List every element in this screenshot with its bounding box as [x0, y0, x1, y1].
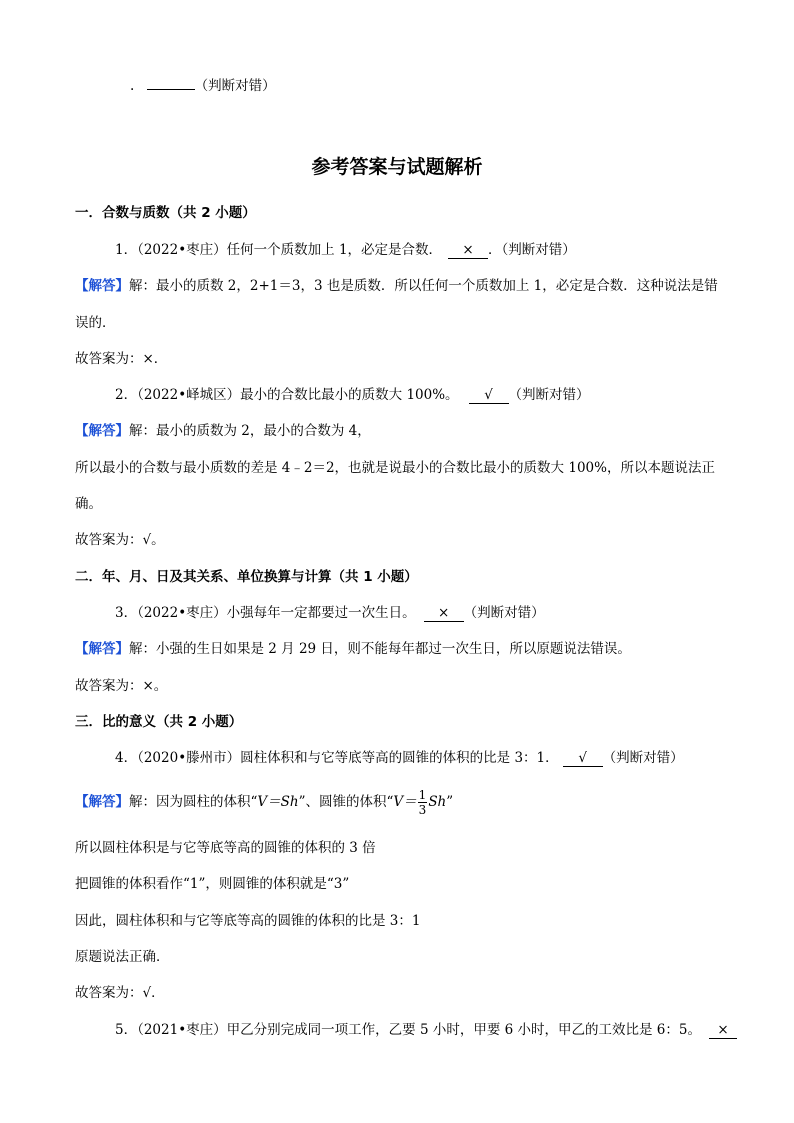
answer-tag: 【解答】 — [75, 641, 129, 657]
judge-hint: （判断对错） — [602, 750, 684, 766]
question-1 — [115, 240, 576, 260]
answer-tag: 【解答】 — [75, 794, 129, 810]
solution-line: 所以圆柱体积是与它等底等高的圆锥的体积的 3 倍 — [75, 840, 376, 856]
judge-hint: ．（判断对错） — [488, 242, 576, 258]
answer-blank — [147, 89, 195, 90]
answer-blank: √ — [469, 387, 509, 404]
fraction-denominator: 3 — [418, 803, 427, 817]
answer-blank: √ — [563, 750, 603, 767]
judge-hint: （判断对错） — [463, 605, 545, 621]
section-heading: 二．年、月、日及其关系、单位换算与计算（共 1 小题） — [75, 569, 418, 585]
solution-text: ”、圆锥的体积“ — [298, 794, 394, 810]
solution-line — [75, 639, 631, 659]
one-third-fraction — [418, 788, 428, 817]
question-2 — [115, 385, 590, 405]
section-heading: 三．比的意义（共 2 小题） — [75, 714, 243, 730]
solution-text: ” — [446, 794, 454, 810]
solution-line — [75, 276, 718, 296]
question-stem: 3．（2022•枣庄）小强每年一定都要过一次生日。 — [115, 605, 416, 621]
solution-line: 误的． — [75, 315, 116, 331]
judge-hint: （判断对错） — [194, 78, 276, 94]
answer-blank: × — [709, 1022, 737, 1039]
dot: . — [130, 78, 135, 94]
final-answer: 故答案为：×。 — [75, 678, 168, 694]
final-answer: 故答案为：√。 — [75, 532, 165, 548]
cone-volume-formula-suffix: Sh — [428, 794, 447, 810]
solution-line: 所以最小的合数与最小质数的差是 4﹣2＝2，也就是说最小的合数比最小的质数大 100%，所以本题说法正 — [75, 460, 715, 476]
question-stem: 4．（2020•滕州市）圆柱体积和与它等底等高的圆锥的体积的比是 3：1． — [115, 750, 559, 766]
solution-text: 解：小强的生日如果是 2 月 29 日，则不能每年都过一次生日，所以原题说法错误。 — [129, 641, 631, 657]
question-stem: 2．（2022•峄城区）最小的合数比最小的质数大 100%。 — [115, 387, 459, 403]
solution-line: 把圆锥的体积看作“1”，则圆锥的体积就是“3” — [75, 876, 350, 892]
solution-line — [75, 788, 453, 817]
question-stem: 1．（2022•枣庄）任何一个质数加上 1，必定是合数． — [115, 242, 443, 258]
answer-tag: 【解答】 — [75, 278, 129, 294]
answer-blank: × — [424, 605, 464, 622]
solution-text: 解：因为圆柱的体积“ — [129, 794, 258, 810]
judge-hint: （判断对错） — [508, 387, 590, 403]
question-5 — [115, 1020, 737, 1040]
solution-line: 原题说法正确． — [75, 949, 170, 965]
fraction-numerator: 1 — [418, 788, 427, 802]
question-stem: 5．（2021•枣庄）甲乙分别完成同一项工作，乙要 5 小时，甲要 6 小时，甲乙的工效比是 6：5。 — [115, 1022, 701, 1038]
solution-line — [75, 421, 371, 441]
previous-question-tail — [130, 76, 276, 96]
cone-volume-formula-prefix: V＝ — [393, 794, 417, 810]
answer-tag: 【解答】 — [75, 423, 129, 439]
question-4 — [115, 748, 684, 768]
final-answer: 故答案为：×． — [75, 351, 168, 367]
answer-blank: × — [448, 242, 488, 259]
section-heading: 一．合数与质数（共 2 小题） — [75, 205, 256, 221]
final-answer: 故答案为：√． — [75, 985, 165, 1001]
solution-text: 解：最小的质数 2，2+1＝3，3 也是质数．所以任何一个质数加上 1，必定是合数．这种说法是错 — [129, 278, 718, 294]
question-3 — [115, 603, 545, 623]
solution-line: 确。 — [75, 496, 102, 512]
page-title: 参考答案与试题解析 — [311, 156, 483, 178]
cylinder-volume-formula: V＝Sh — [257, 794, 299, 810]
solution-line: 因此，圆柱体积和与它等底等高的圆锥的体积的比是 3：1 — [75, 913, 421, 929]
solution-text: 解：最小的质数为 2，最小的合数为 4， — [129, 423, 371, 439]
